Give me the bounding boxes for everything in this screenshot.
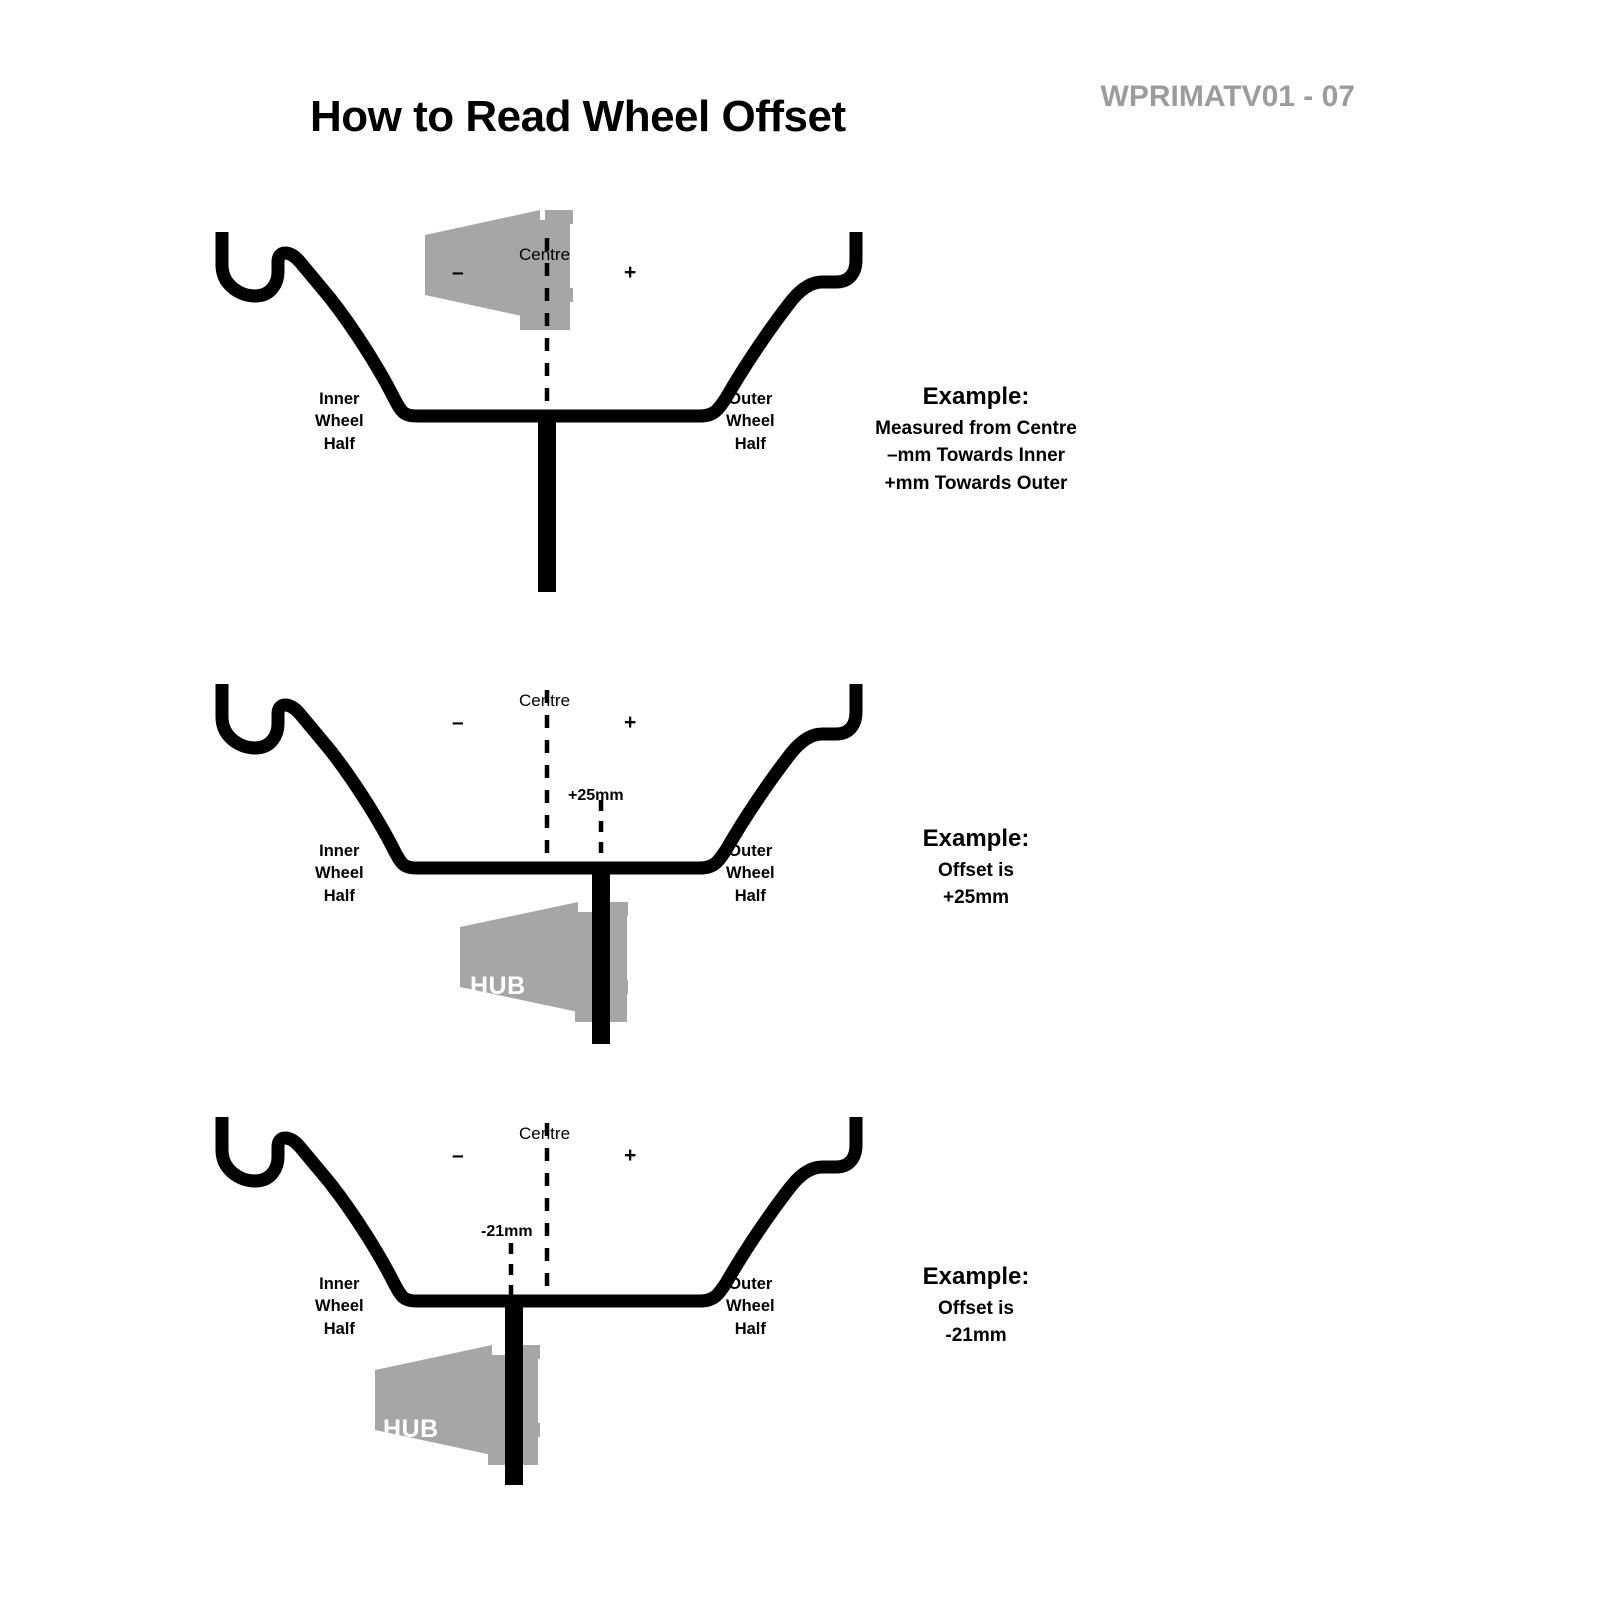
- example-line-1-2: –mm Towards Inner: [886, 445, 1066, 467]
- outer-label-line-3: Half: [734, 886, 766, 905]
- outer-label-line-3: Half: [734, 1319, 766, 1338]
- wheel-centre-stud-1: [538, 410, 556, 592]
- example-heading-1: Example:: [922, 383, 1030, 410]
- diagram-3: [0, 1095, 1600, 1525]
- outer-label-line-2: Wheel: [726, 1297, 775, 1316]
- outer-label-line-2: Wheel: [726, 864, 775, 883]
- diagram-1: [0, 210, 1600, 630]
- part-code: WPRIMATV01 - 07: [1100, 80, 1355, 113]
- inner-label-line-3: Half: [323, 886, 355, 905]
- example-block-2: [866, 822, 1086, 912]
- inner-wheel-half-label-1: [315, 388, 364, 455]
- example-line-3-1: Offset is: [937, 1297, 1015, 1319]
- example-line-1-1: Measured from Centre: [875, 417, 1077, 439]
- centre-label-3: Centre: [519, 1124, 571, 1143]
- diagram-2: [0, 662, 1600, 1082]
- outer-label-line-1: Outer: [728, 390, 773, 408]
- minus-sign-2: –: [452, 711, 464, 734]
- centre-label-1: Centre: [519, 245, 571, 264]
- page-title: How to Read Wheel Offset: [310, 92, 846, 141]
- inner-label-line-3: Half: [323, 434, 355, 453]
- outer-wheel-half-label-3: [726, 1273, 775, 1340]
- offset-marker-label-2: +25mm: [568, 787, 624, 804]
- example-heading-3: Example:: [922, 1263, 1030, 1290]
- wheel-centre-stud-2: [592, 862, 610, 1044]
- outer-label-line-1: Outer: [728, 842, 773, 860]
- diagram-3-graphic: [0, 1095, 1600, 1525]
- example-heading-2: Example:: [922, 825, 1030, 852]
- centre-label-2: Centre: [519, 691, 571, 710]
- diagram-1-graphic: [0, 210, 1600, 630]
- inner-label-line-1: Inner: [319, 390, 360, 408]
- inner-label-line-2: Wheel: [315, 412, 364, 431]
- example-block-1: [866, 380, 1086, 497]
- hub-assembly-1: [425, 210, 573, 330]
- plus-sign-1: +: [624, 261, 637, 284]
- outer-label-line-3: Half: [734, 434, 766, 453]
- inner-label-line-2: Wheel: [315, 1297, 364, 1316]
- minus-sign-1: –: [452, 261, 464, 284]
- minus-sign-3: –: [452, 1144, 464, 1167]
- inner-label-line-2: Wheel: [315, 864, 364, 883]
- plus-sign-2: +: [624, 711, 637, 734]
- diagram-2-graphic: [0, 662, 1600, 1082]
- inner-label-line-3: Half: [323, 1319, 355, 1338]
- inner-wheel-half-label-3: [315, 1273, 364, 1340]
- outer-wheel-half-label-2: [726, 840, 775, 907]
- hub-label-1: HUB: [420, 527, 476, 555]
- inner-wheel-half-label-2: [315, 840, 364, 907]
- example-line-2-2: +25mm: [942, 887, 1010, 909]
- outer-wheel-half-label-1: [726, 388, 775, 455]
- plus-sign-3: +: [624, 1144, 637, 1167]
- wheel-centre-stud-3: [505, 1295, 523, 1485]
- offset-marker-label-3: -21mm: [481, 1223, 533, 1240]
- inner-label-line-1: Inner: [319, 1275, 360, 1293]
- outer-label-line-2: Wheel: [726, 412, 775, 431]
- example-block-3: [866, 1260, 1086, 1350]
- example-line-2-1: Offset is: [937, 859, 1015, 881]
- hub-label-2: HUB: [470, 972, 526, 1000]
- outer-label-line-1: Outer: [728, 1275, 773, 1293]
- example-line-1-3: +mm Towards Outer: [884, 472, 1068, 494]
- example-line-3-2: -21mm: [945, 1325, 1007, 1347]
- hub-label-3: HUB: [383, 1415, 439, 1443]
- inner-label-line-1: Inner: [319, 842, 360, 860]
